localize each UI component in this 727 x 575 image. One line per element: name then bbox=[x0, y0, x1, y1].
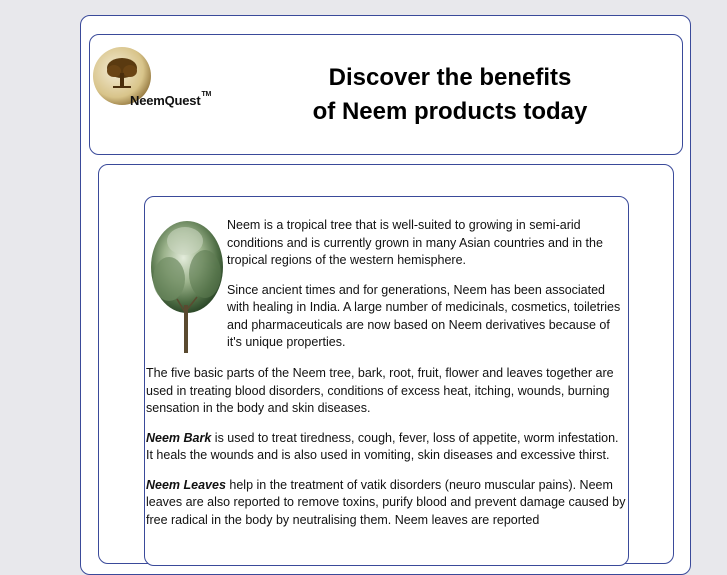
intro-paragraph-2: Since ancient times and for generations, Neem has been associated with healing in India. A large number of medicinals, cosmetics, toiletries and pharmaceuticals are now based on Neem derivatives because of it's unique properties. bbox=[227, 282, 621, 349]
neem-tree-logo-icon bbox=[101, 53, 143, 95]
bark-text: is used to treat tiredness, cough, fever, loss of appetite, worm infestation. It heals the wounds and is also used in vomiting, skin diseases and excessive thirst. bbox=[146, 430, 619, 462]
bark-title: Neem Bark bbox=[146, 430, 212, 445]
intro-text bbox=[227, 217, 627, 364]
intro-paragraph-1: Neem is a tropical tree that is well-suited to growing in semi-arid conditions and is currently grown in many Asian countries and in the tropical regions of the western hemisphere. bbox=[227, 218, 603, 267]
logo-text: NeemQuest™ bbox=[130, 91, 212, 108]
neem-tree-icon bbox=[147, 219, 227, 354]
content-box bbox=[144, 196, 629, 566]
headline-line-1: Discover the benefits bbox=[328, 64, 572, 91]
leaves-title: Neem Leaves bbox=[146, 477, 226, 492]
main-text bbox=[146, 365, 628, 541]
parts-paragraph: The five basic parts of the Neem tree, bark, root, fruit, flower and leaves together are used in treating blood disorders, conditions of excess heat, itching, wounds, burning sensation in the body and skin diseases. bbox=[146, 366, 614, 415]
header-panel bbox=[89, 34, 683, 155]
bark-paragraph bbox=[146, 430, 628, 465]
leaves-paragraph bbox=[146, 477, 628, 530]
page-headline bbox=[260, 61, 640, 129]
leaves-text: help in the treatment of vatik disorders (neuro muscular pains). Neem leaves are also reported to remove toxins, purify blood and prevent damage caused by free radical in the body by neutralising them. Neem leaves are reported bbox=[146, 477, 626, 527]
neemquest-logo[interactable] bbox=[93, 45, 218, 115]
headline-line-2: of Neem products today bbox=[312, 98, 588, 125]
